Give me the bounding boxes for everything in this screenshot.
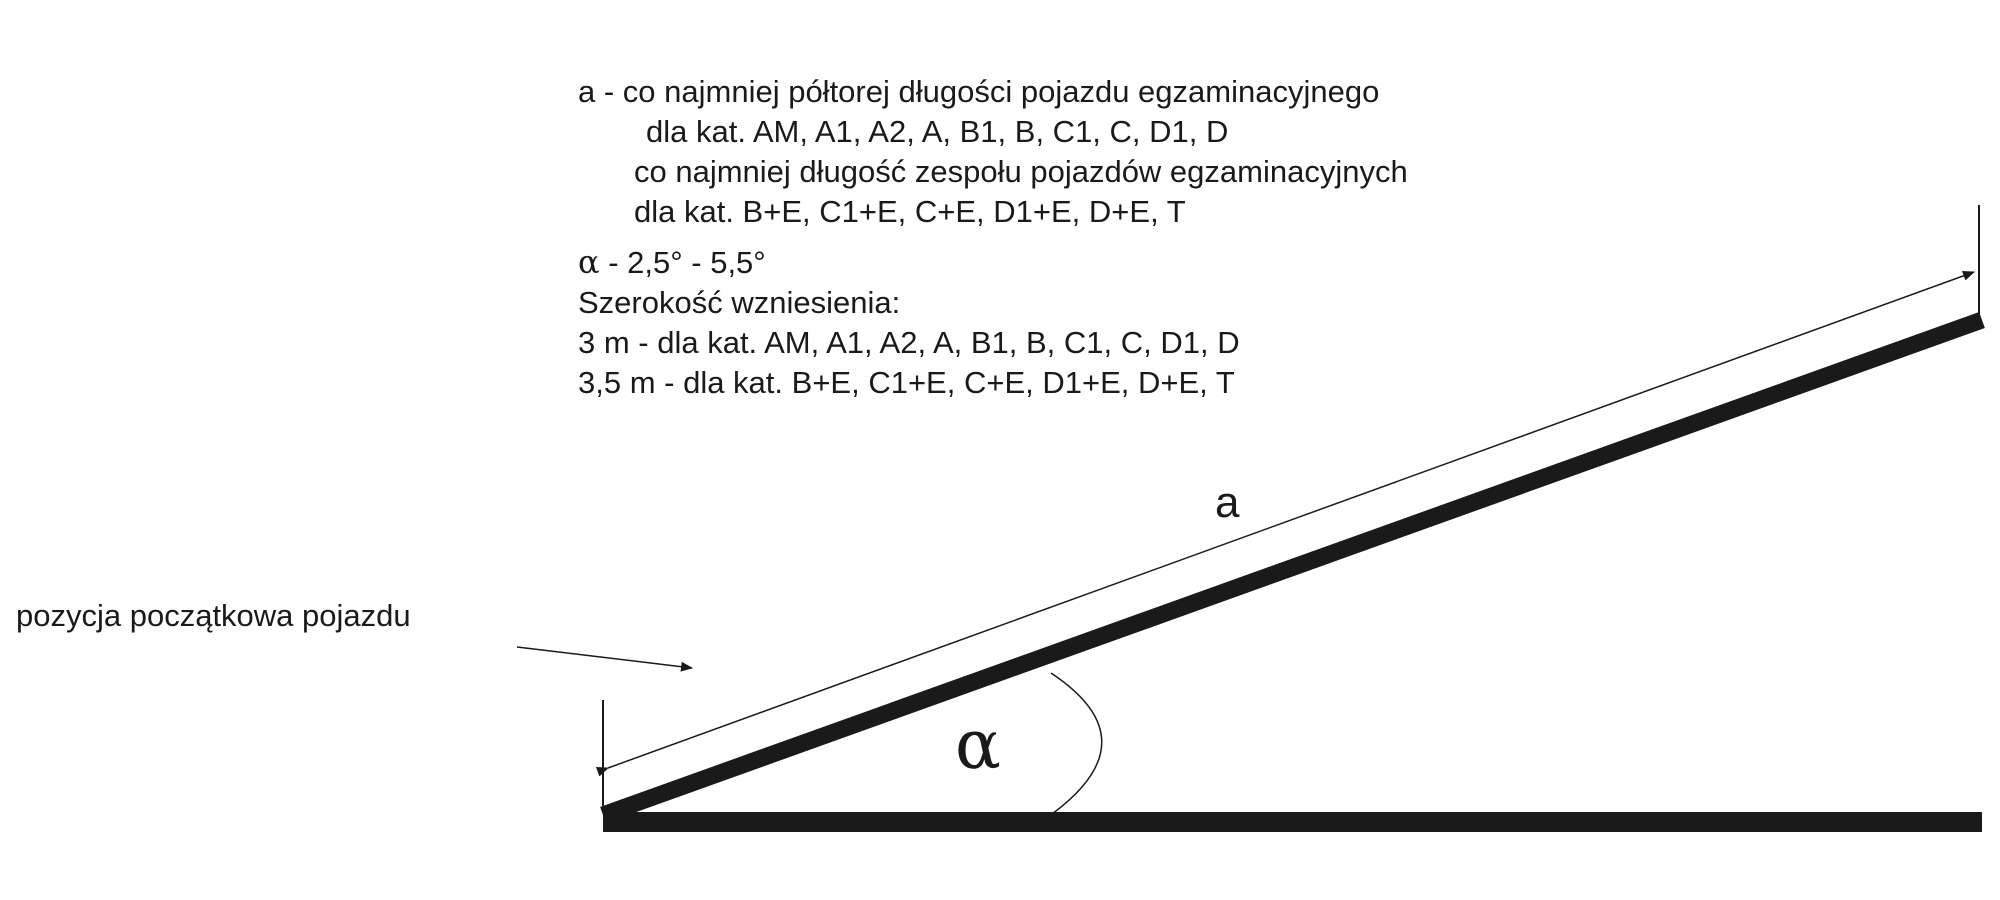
- length-label: a: [1215, 478, 1240, 527]
- note-a-line-2: dla kat. AM, A1, A2, A, B1, B, C1, C, D1, D: [646, 114, 1229, 149]
- start-position-pointer: [517, 647, 692, 668]
- angle-arc: [1051, 673, 1102, 814]
- note-width-line-2: 3,5 m - dla kat. B+E, C1+E, C+E, D1+E, D+E, T: [578, 365, 1235, 400]
- start-position-label: pozycja początkowa pojazdu: [16, 598, 411, 633]
- note-alpha-symbol: α: [578, 243, 600, 281]
- requirements-notes: [578, 72, 1408, 403]
- angle-label: α: [955, 706, 1001, 785]
- note-a-line-3: co najmniej długość zespołu pojazdów egzaminacyjnych: [634, 154, 1408, 189]
- note-alpha-value: - 2,5° - 5,5°: [599, 245, 766, 280]
- note-width-line-1: 3 m - dla kat. AM, A1, A2, A, B1, B, C1, C, D1, D: [578, 325, 1240, 360]
- note-a-line-1: a - co najmniej półtorej długości pojazdu egzaminacyjnego: [578, 74, 1380, 109]
- note-width-heading: Szerokość wzniesienia:: [578, 285, 901, 320]
- note-alpha-range: [578, 242, 1408, 283]
- note-a-line-4: dla kat. B+E, C1+E, C+E, D1+E, D+E, T: [634, 194, 1186, 229]
